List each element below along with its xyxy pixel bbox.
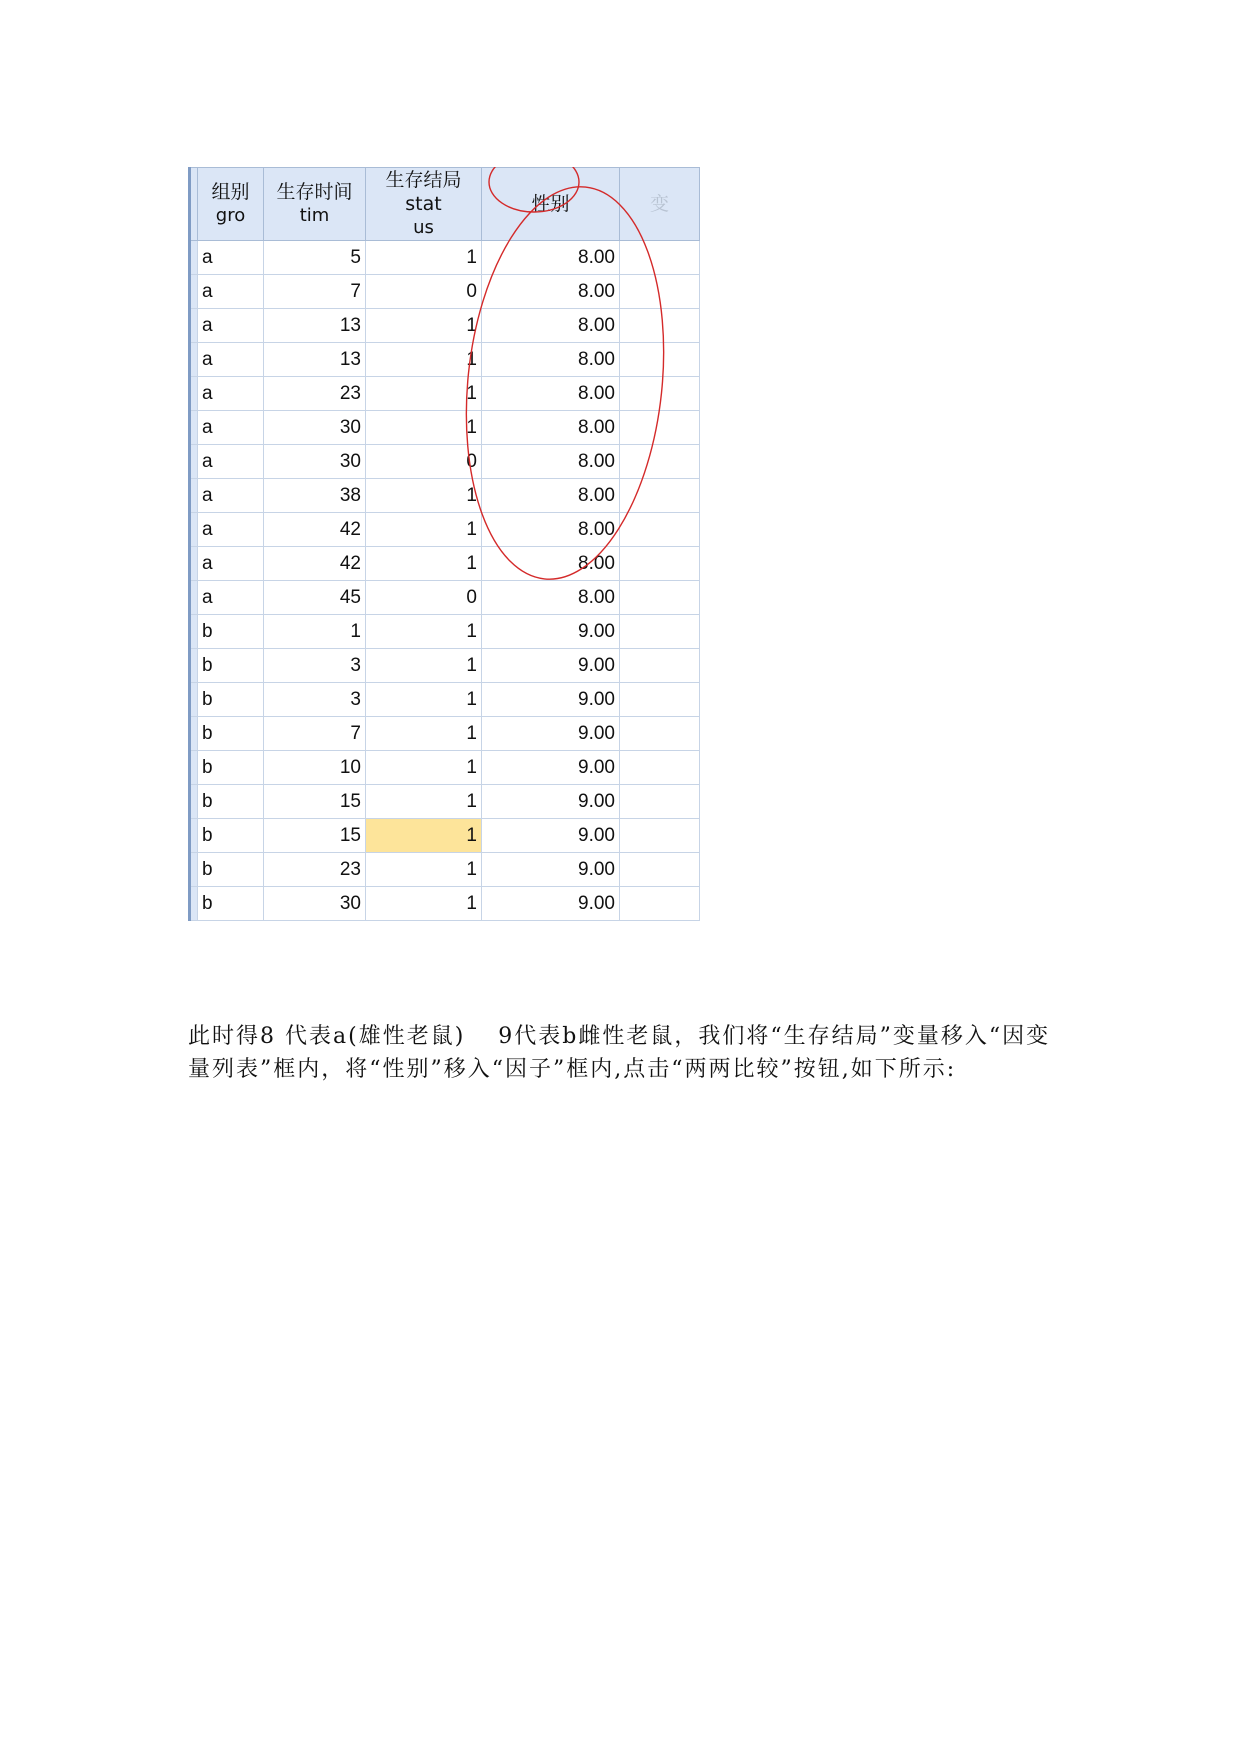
- column-header-label: 生存时间: [276, 181, 353, 203]
- row-header[interactable]: [190, 649, 198, 683]
- cell-time[interactable]: 30: [264, 445, 366, 479]
- cell-group[interactable]: a: [198, 513, 264, 547]
- cell-status[interactable]: 1: [366, 853, 482, 887]
- row-header[interactable]: [190, 377, 198, 411]
- cell-sex[interactable]: 9.00: [482, 615, 620, 649]
- cell-status[interactable]: 1: [366, 615, 482, 649]
- cell-time[interactable]: 3: [264, 649, 366, 683]
- column-header-label: 变: [649, 193, 669, 215]
- cell-group[interactable]: b: [198, 649, 264, 683]
- cell-group[interactable]: b: [198, 785, 264, 819]
- cell-sex[interactable]: 8.00: [482, 445, 620, 479]
- cell-status[interactable]: 1: [366, 785, 482, 819]
- row-header[interactable]: [190, 513, 198, 547]
- cell-group[interactable]: a: [198, 479, 264, 513]
- cell-group[interactable]: a: [198, 343, 264, 377]
- cell-sex[interactable]: 8.00: [482, 479, 620, 513]
- cell-status[interactable]: 1: [366, 411, 482, 445]
- table-row[interactable]: [190, 581, 700, 615]
- table-row[interactable]: [190, 683, 700, 717]
- cell-group[interactable]: a: [198, 411, 264, 445]
- cell-empty[interactable]: [620, 717, 700, 751]
- cell-empty[interactable]: [620, 445, 700, 479]
- column-header-label: 性别: [531, 193, 570, 215]
- cell-empty[interactable]: [620, 683, 700, 717]
- cell-status[interactable]: 1: [366, 309, 482, 343]
- cell-group[interactable]: b: [198, 751, 264, 785]
- cell-sex[interactable]: 8.00: [482, 275, 620, 309]
- cell-time[interactable]: 23: [264, 377, 366, 411]
- row-header[interactable]: [190, 751, 198, 785]
- cell-sex[interactable]: 8.00: [482, 513, 620, 547]
- row-header[interactable]: [190, 717, 198, 751]
- table-row[interactable]: [190, 411, 700, 445]
- row-header[interactable]: [190, 275, 198, 309]
- table-row[interactable]: [190, 377, 700, 411]
- row-header[interactable]: [190, 343, 198, 377]
- spss-data-view-screenshot: [188, 167, 728, 922]
- cell-sex[interactable]: 9.00: [482, 819, 620, 853]
- cell-time[interactable]: 10: [264, 751, 366, 785]
- cell-sex[interactable]: 8.00: [482, 377, 620, 411]
- cell-group[interactable]: a: [198, 309, 264, 343]
- cell-empty[interactable]: [620, 479, 700, 513]
- cell-group[interactable]: b: [198, 819, 264, 853]
- cell-empty[interactable]: [620, 377, 700, 411]
- cell-empty[interactable]: [620, 785, 700, 819]
- cell-group[interactable]: b: [198, 683, 264, 717]
- cell-sex[interactable]: 8.00: [482, 547, 620, 581]
- cell-time[interactable]: 5: [264, 241, 366, 275]
- cell-time[interactable]: 15: [264, 785, 366, 819]
- table-row[interactable]: [190, 853, 700, 887]
- column-header-sex[interactable]: [482, 168, 620, 241]
- cell-empty[interactable]: [620, 547, 700, 581]
- cell-time[interactable]: 42: [264, 513, 366, 547]
- row-header[interactable]: [190, 309, 198, 343]
- cell-group[interactable]: a: [198, 581, 264, 615]
- row-header[interactable]: [190, 241, 198, 275]
- cell-status[interactable]: 0: [366, 445, 482, 479]
- table-row[interactable]: [190, 751, 700, 785]
- cell-empty[interactable]: [620, 853, 700, 887]
- cell-empty[interactable]: [620, 751, 700, 785]
- cell-status[interactable]: 0: [366, 581, 482, 615]
- cell-time[interactable]: 3: [264, 683, 366, 717]
- cell-sex[interactable]: 8.00: [482, 581, 620, 615]
- cell-group[interactable]: a: [198, 377, 264, 411]
- data-grid: [188, 167, 700, 921]
- cell-group[interactable]: b: [198, 887, 264, 921]
- cell-empty[interactable]: [620, 411, 700, 445]
- cell-sex[interactable]: 8.00: [482, 343, 620, 377]
- cell-time[interactable]: 13: [264, 343, 366, 377]
- cell-status[interactable]: 1: [366, 513, 482, 547]
- cell-status[interactable]: 1: [366, 717, 482, 751]
- cell-status[interactable]: 1: [366, 479, 482, 513]
- cell-time[interactable]: 7: [264, 717, 366, 751]
- cell-sex[interactable]: 9.00: [482, 649, 620, 683]
- cell-empty[interactable]: [620, 275, 700, 309]
- cell-group[interactable]: a: [198, 241, 264, 275]
- cell-sex[interactable]: 8.00: [482, 411, 620, 445]
- column-header-sub: us: [413, 217, 434, 238]
- column-header-time[interactable]: [264, 168, 366, 241]
- cell-empty[interactable]: [620, 649, 700, 683]
- row-header[interactable]: [190, 581, 198, 615]
- cell-empty[interactable]: [620, 343, 700, 377]
- cell-status[interactable]: 0: [366, 275, 482, 309]
- cell-group[interactable]: a: [198, 445, 264, 479]
- cell-time[interactable]: 45: [264, 581, 366, 615]
- cell-group[interactable]: b: [198, 853, 264, 887]
- table-row[interactable]: [190, 479, 700, 513]
- cell-group[interactable]: a: [198, 275, 264, 309]
- row-header[interactable]: [190, 819, 198, 853]
- table-row[interactable]: [190, 343, 700, 377]
- table-row[interactable]: [190, 445, 700, 479]
- cell-status[interactable]: 1: [366, 649, 482, 683]
- table-row[interactable]: [190, 547, 700, 581]
- cell-group[interactable]: b: [198, 615, 264, 649]
- table-row[interactable]: [190, 309, 700, 343]
- row-header[interactable]: [190, 887, 198, 921]
- header-row: [190, 168, 700, 241]
- cell-status[interactable]: 1: [366, 377, 482, 411]
- cell-time[interactable]: 30: [264, 411, 366, 445]
- table-row[interactable]: [190, 819, 700, 853]
- cell-time[interactable]: 38: [264, 479, 366, 513]
- column-header-group[interactable]: [198, 168, 264, 241]
- body-paragraph: 此时得8 代表a(雄性老鼠) 9代表b雌性老鼠，我们将“生存结局”变量移入“因变量列表”框内，将“性别”移入“因子”框内,点击“两两比较”按钮,如下所示:: [188, 1024, 1051, 1082]
- column-header-variable[interactable]: [620, 168, 700, 241]
- row-header[interactable]: [190, 785, 198, 819]
- table-row[interactable]: [190, 887, 700, 921]
- row-header[interactable]: [190, 615, 198, 649]
- column-header-sub: gro: [215, 205, 246, 226]
- table-row[interactable]: [190, 649, 700, 683]
- cell-status[interactable]: 1: [366, 819, 482, 853]
- cell-status[interactable]: 1: [366, 241, 482, 275]
- table-row[interactable]: [190, 513, 700, 547]
- row-header[interactable]: [190, 547, 198, 581]
- row-header[interactable]: [190, 853, 198, 887]
- table-row[interactable]: [190, 615, 700, 649]
- cell-sex[interactable]: 8.00: [482, 241, 620, 275]
- cell-sex[interactable]: 9.00: [482, 751, 620, 785]
- cell-status[interactable]: 1: [366, 547, 482, 581]
- table-row[interactable]: [190, 717, 700, 751]
- cell-time[interactable]: 23: [264, 853, 366, 887]
- grid-body: [190, 241, 700, 921]
- cell-time[interactable]: 42: [264, 547, 366, 581]
- cell-sex[interactable]: 9.00: [482, 887, 620, 921]
- cell-time[interactable]: 1: [264, 615, 366, 649]
- row-header-corner: [190, 168, 198, 241]
- table-row[interactable]: [190, 785, 700, 819]
- cell-sex[interactable]: 8.00: [482, 309, 620, 343]
- row-header[interactable]: [190, 479, 198, 513]
- cell-status[interactable]: 1: [366, 887, 482, 921]
- cell-empty[interactable]: [620, 887, 700, 921]
- cell-status[interactable]: 1: [366, 751, 482, 785]
- cell-empty[interactable]: [620, 581, 700, 615]
- cell-group[interactable]: a: [198, 547, 264, 581]
- cell-empty[interactable]: [620, 615, 700, 649]
- cell-sex[interactable]: 9.00: [482, 683, 620, 717]
- cell-group[interactable]: b: [198, 717, 264, 751]
- cell-sex[interactable]: 9.00: [482, 717, 620, 751]
- cell-sex[interactable]: 9.00: [482, 785, 620, 819]
- row-header[interactable]: [190, 683, 198, 717]
- row-header[interactable]: [190, 445, 198, 479]
- column-header-status[interactable]: [366, 168, 482, 241]
- table-row[interactable]: [190, 241, 700, 275]
- cell-status[interactable]: 1: [366, 683, 482, 717]
- column-header-label: 组别: [211, 181, 250, 203]
- column-header-label: 生存结局stat: [385, 169, 462, 215]
- cell-sex[interactable]: 9.00: [482, 853, 620, 887]
- cell-time[interactable]: 15: [264, 819, 366, 853]
- cell-time[interactable]: 30: [264, 887, 366, 921]
- cell-status[interactable]: 1: [366, 343, 482, 377]
- cell-time[interactable]: 7: [264, 275, 366, 309]
- cell-empty[interactable]: [620, 241, 700, 275]
- cell-empty[interactable]: [620, 513, 700, 547]
- cell-time[interactable]: 13: [264, 309, 366, 343]
- table-row[interactable]: [190, 275, 700, 309]
- cell-empty[interactable]: [620, 819, 700, 853]
- cell-empty[interactable]: [620, 309, 700, 343]
- row-header[interactable]: [190, 411, 198, 445]
- column-header-sub: tim: [299, 205, 330, 226]
